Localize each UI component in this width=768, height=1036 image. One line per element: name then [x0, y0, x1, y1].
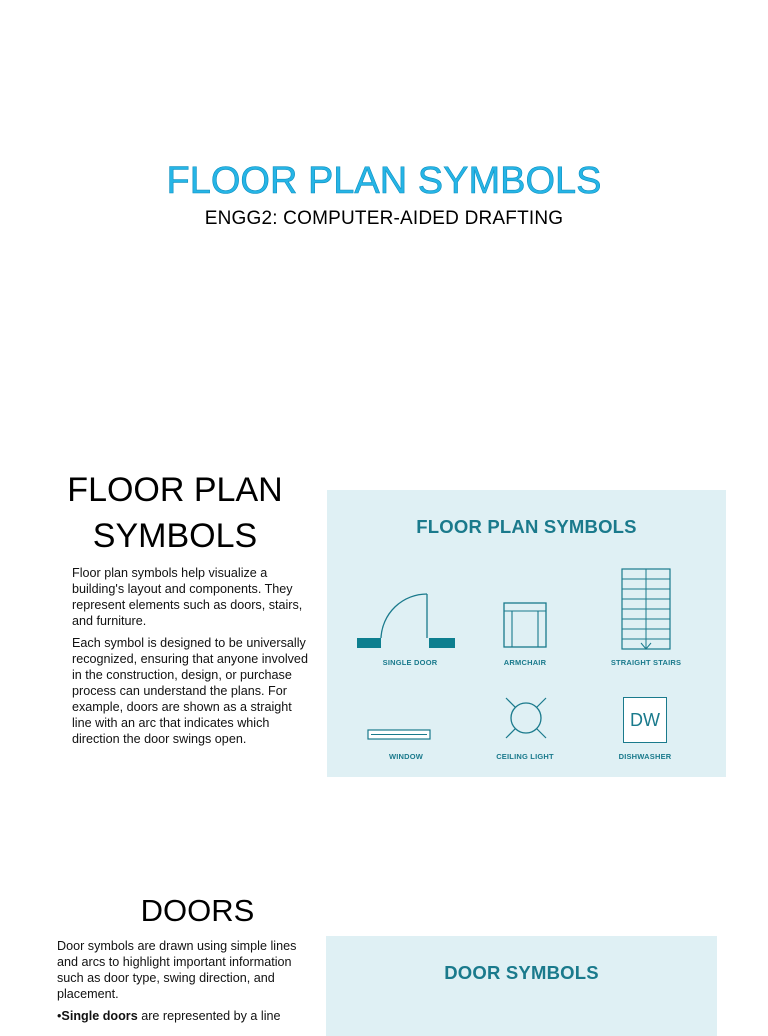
section-heading: [40, 467, 310, 559]
doors-paragraph: Door symbols are drawn using simple lines and arcs to highlight important information such as door type, swing direction, and placement.: [57, 939, 297, 1001]
slide-subtitle: ENGG2: COMPUTER-AIDED DRAFTING: [204, 208, 564, 229]
dishwasher-icon: DW: [623, 697, 667, 743]
symbol-label: STRAIGHT STAIRS: [610, 658, 682, 667]
heading-line-1: FLOOR PLAN: [67, 471, 283, 509]
symbol-label: WINDOW: [388, 752, 424, 761]
symbol-label: ARMCHAIR: [503, 658, 547, 667]
symbol-label: SINGLE DOOR: [382, 658, 438, 667]
slide-title: FLOOR PLAN SYMBOLS: [166, 160, 602, 202]
ceiling-light-icon: [503, 695, 549, 741]
intro-paragraph: Floor plan symbols help visualize a building's layout and components. They represent elements such as doors, stairs, and furniture.: [72, 566, 303, 628]
figure-title: DOOR SYMBOLS: [444, 962, 599, 983]
single-door-icon: [355, 592, 457, 654]
doors-bullet: •Single doors are represented by a line: [57, 1009, 281, 1023]
symbol-label: DISHWASHER: [618, 752, 672, 761]
bullet-text: are represented by a line: [137, 1009, 281, 1023]
heading-line-2: SYMBOLS: [92, 517, 258, 555]
armchair-icon: [501, 600, 551, 650]
straight-stairs-icon: [620, 567, 674, 653]
floor-plan-symbols-figure: [327, 490, 726, 777]
figure-title: FLOOR PLAN SYMBOLS: [416, 516, 637, 537]
window-icon: [367, 729, 431, 741]
detail-paragraph: Each symbol is designed to be universally recognized, ensuring that anyone involved in the construction, design, or purchase process can understand the plans. For example, doors are shown as a straight line with an arc that indicates which direction the door swings open.: [72, 636, 308, 746]
symbol-label: CEILING LIGHT: [496, 752, 554, 761]
doors-heading: DOORS: [140, 893, 255, 928]
bullet-lead: Single doors: [61, 1009, 138, 1023]
door-symbols-figure: [326, 936, 717, 1036]
